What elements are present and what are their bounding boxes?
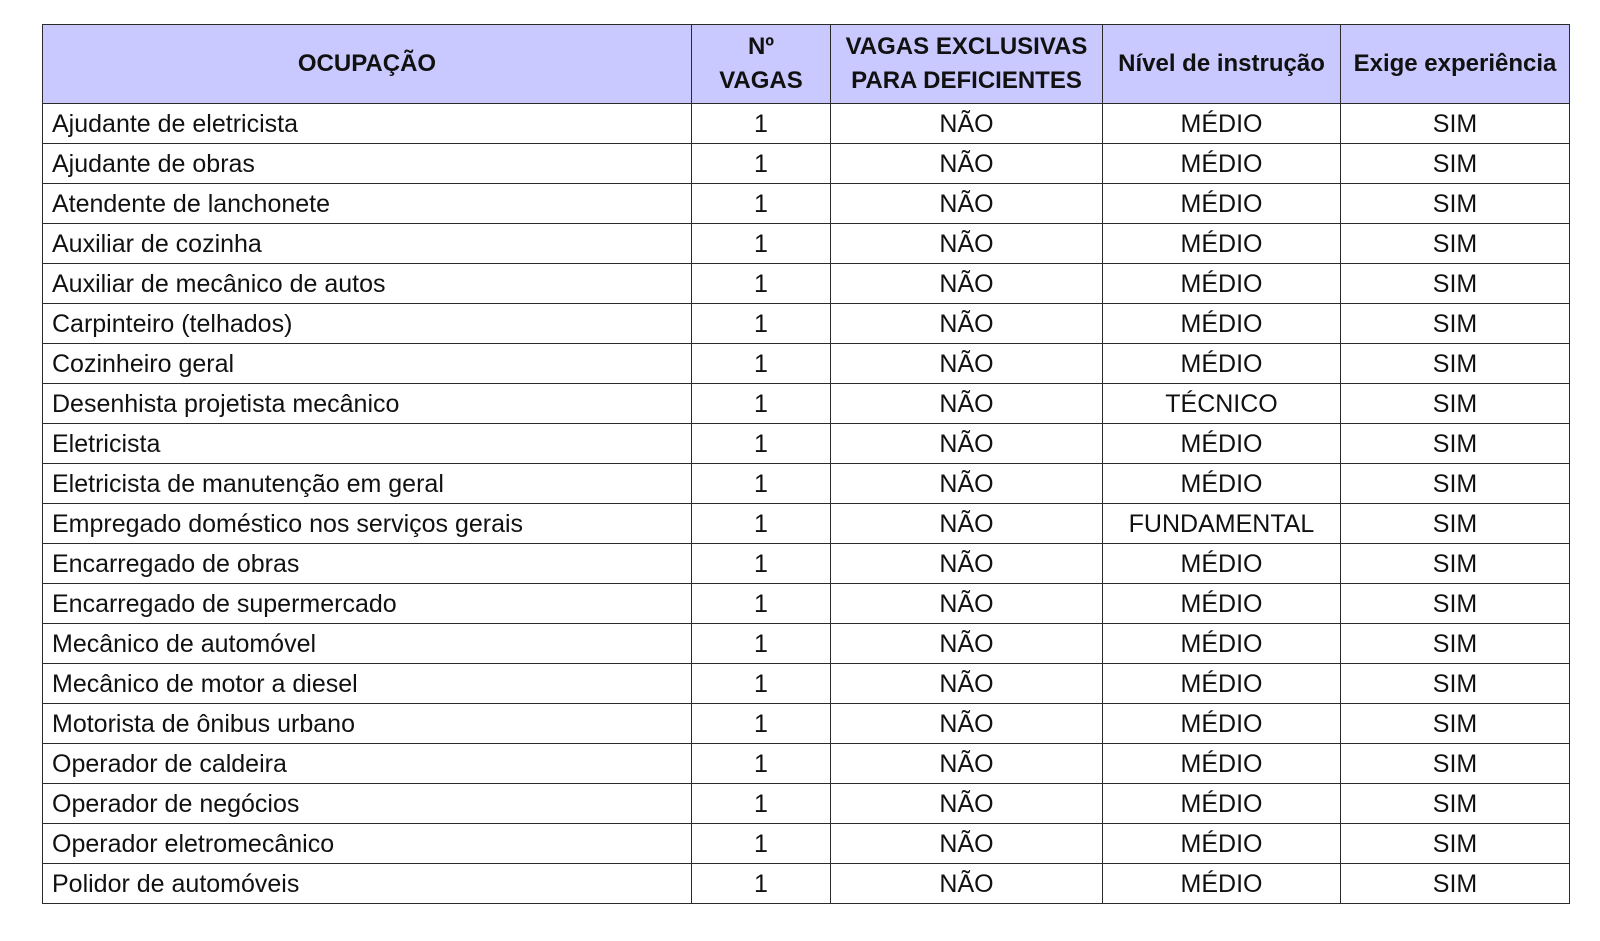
cell-exclusive-vacancies: NÃO xyxy=(831,384,1103,424)
cell-requires-experience: SIM xyxy=(1341,304,1570,344)
cell-occupation: Eletricista xyxy=(43,424,692,464)
table-row xyxy=(43,224,1570,264)
cell-vacancies: 1 xyxy=(692,624,831,664)
cell-exclusive-vacancies: NÃO xyxy=(831,504,1103,544)
cell-requires-experience: SIM xyxy=(1341,424,1570,464)
cell-education-level: MÉDIO xyxy=(1103,544,1341,584)
header-occupation: OCUPAÇÃO xyxy=(43,25,692,104)
cell-vacancies: 1 xyxy=(692,704,831,744)
cell-exclusive-vacancies: NÃO xyxy=(831,104,1103,144)
cell-occupation: Ajudante de obras xyxy=(43,144,692,184)
cell-exclusive-vacancies: NÃO xyxy=(831,344,1103,384)
cell-requires-experience: SIM xyxy=(1341,384,1570,424)
cell-occupation: Cozinheiro geral xyxy=(43,344,692,384)
cell-education-level: MÉDIO xyxy=(1103,864,1341,904)
cell-education-level: MÉDIO xyxy=(1103,824,1341,864)
cell-requires-experience: SIM xyxy=(1341,584,1570,624)
cell-exclusive-vacancies: NÃO xyxy=(831,424,1103,464)
header-education-level: Nível de instrução xyxy=(1103,25,1341,104)
table-header xyxy=(43,25,1570,104)
cell-requires-experience: SIM xyxy=(1341,184,1570,224)
cell-requires-experience: SIM xyxy=(1341,864,1570,904)
header-vacancies xyxy=(692,25,831,104)
cell-vacancies: 1 xyxy=(692,184,831,224)
job-vacancies-table xyxy=(42,24,1570,904)
cell-occupation: Mecânico de automóvel xyxy=(43,624,692,664)
cell-occupation: Eletricista de manutenção em geral xyxy=(43,464,692,504)
cell-vacancies: 1 xyxy=(692,424,831,464)
cell-exclusive-vacancies: NÃO xyxy=(831,784,1103,824)
cell-occupation: Encarregado de obras xyxy=(43,544,692,584)
cell-occupation: Operador de negócios xyxy=(43,784,692,824)
cell-exclusive-vacancies: NÃO xyxy=(831,624,1103,664)
cell-exclusive-vacancies: NÃO xyxy=(831,704,1103,744)
cell-occupation: Encarregado de supermercado xyxy=(43,584,692,624)
header-exclusive-line2: PARA DEFICIENTES xyxy=(851,67,1082,94)
cell-education-level: MÉDIO xyxy=(1103,264,1341,304)
cell-occupation: Carpinteiro (telhados) xyxy=(43,304,692,344)
cell-occupation: Auxiliar de cozinha xyxy=(43,224,692,264)
cell-vacancies: 1 xyxy=(692,304,831,344)
cell-requires-experience: SIM xyxy=(1341,344,1570,384)
cell-education-level: MÉDIO xyxy=(1103,744,1341,784)
cell-education-level: MÉDIO xyxy=(1103,424,1341,464)
table-row xyxy=(43,824,1570,864)
table-row xyxy=(43,504,1570,544)
cell-occupation: Polidor de automóveis xyxy=(43,864,692,904)
cell-occupation: Operador de caldeira xyxy=(43,744,692,784)
table-row xyxy=(43,744,1570,784)
cell-requires-experience: SIM xyxy=(1341,824,1570,864)
table-row xyxy=(43,104,1570,144)
cell-requires-experience: SIM xyxy=(1341,784,1570,824)
cell-education-level: MÉDIO xyxy=(1103,624,1341,664)
cell-education-level: TÉCNICO xyxy=(1103,384,1341,424)
cell-exclusive-vacancies: NÃO xyxy=(831,264,1103,304)
cell-requires-experience: SIM xyxy=(1341,504,1570,544)
table-row xyxy=(43,624,1570,664)
cell-education-level: MÉDIO xyxy=(1103,224,1341,264)
cell-exclusive-vacancies: NÃO xyxy=(831,744,1103,784)
cell-exclusive-vacancies: NÃO xyxy=(831,304,1103,344)
cell-exclusive-vacancies: NÃO xyxy=(831,824,1103,864)
header-requires-experience: Exige experiência xyxy=(1341,25,1570,104)
cell-vacancies: 1 xyxy=(692,224,831,264)
cell-education-level: MÉDIO xyxy=(1103,304,1341,344)
cell-vacancies: 1 xyxy=(692,664,831,704)
cell-occupation: Motorista de ônibus urbano xyxy=(43,704,692,744)
table-row xyxy=(43,304,1570,344)
cell-occupation: Atendente de lanchonete xyxy=(43,184,692,224)
cell-exclusive-vacancies: NÃO xyxy=(831,664,1103,704)
cell-education-level: MÉDIO xyxy=(1103,584,1341,624)
cell-vacancies: 1 xyxy=(692,464,831,504)
cell-vacancies: 1 xyxy=(692,864,831,904)
table-row xyxy=(43,264,1570,304)
cell-occupation: Operador eletromecânico xyxy=(43,824,692,864)
cell-education-level: MÉDIO xyxy=(1103,464,1341,504)
cell-vacancies: 1 xyxy=(692,264,831,304)
cell-exclusive-vacancies: NÃO xyxy=(831,464,1103,504)
header-vacancies-line1: Nº xyxy=(747,33,775,60)
cell-education-level: MÉDIO xyxy=(1103,784,1341,824)
cell-vacancies: 1 xyxy=(692,504,831,544)
cell-occupation: Mecânico de motor a diesel xyxy=(43,664,692,704)
cell-education-level: MÉDIO xyxy=(1103,664,1341,704)
table-body xyxy=(43,104,1570,904)
cell-vacancies: 1 xyxy=(692,784,831,824)
cell-requires-experience: SIM xyxy=(1341,544,1570,584)
cell-education-level: FUNDAMENTAL xyxy=(1103,504,1341,544)
table-row xyxy=(43,704,1570,744)
job-vacancies-table-container xyxy=(42,24,1570,904)
cell-education-level: MÉDIO xyxy=(1103,704,1341,744)
cell-exclusive-vacancies: NÃO xyxy=(831,184,1103,224)
cell-requires-experience: SIM xyxy=(1341,104,1570,144)
cell-occupation: Empregado doméstico nos serviços gerais xyxy=(43,504,692,544)
cell-exclusive-vacancies: NÃO xyxy=(831,584,1103,624)
cell-exclusive-vacancies: NÃO xyxy=(831,544,1103,584)
cell-requires-experience: SIM xyxy=(1341,224,1570,264)
cell-education-level: MÉDIO xyxy=(1103,344,1341,384)
table-row xyxy=(43,384,1570,424)
header-vacancies-line2: VAGAS xyxy=(719,67,803,94)
cell-requires-experience: SIM xyxy=(1341,464,1570,504)
table-row xyxy=(43,584,1570,624)
cell-education-level: MÉDIO xyxy=(1103,144,1341,184)
cell-vacancies: 1 xyxy=(692,824,831,864)
cell-exclusive-vacancies: NÃO xyxy=(831,224,1103,264)
table-row xyxy=(43,464,1570,504)
table-row xyxy=(43,424,1570,464)
cell-requires-experience: SIM xyxy=(1341,624,1570,664)
cell-vacancies: 1 xyxy=(692,744,831,784)
cell-vacancies: 1 xyxy=(692,384,831,424)
cell-vacancies: 1 xyxy=(692,144,831,184)
table-row xyxy=(43,144,1570,184)
cell-education-level: MÉDIO xyxy=(1103,184,1341,224)
cell-exclusive-vacancies: NÃO xyxy=(831,864,1103,904)
header-row xyxy=(43,25,1570,104)
cell-requires-experience: SIM xyxy=(1341,264,1570,304)
cell-exclusive-vacancies: NÃO xyxy=(831,144,1103,184)
cell-vacancies: 1 xyxy=(692,584,831,624)
cell-requires-experience: SIM xyxy=(1341,704,1570,744)
table-row xyxy=(43,664,1570,704)
table-row xyxy=(43,864,1570,904)
cell-requires-experience: SIM xyxy=(1341,664,1570,704)
table-row xyxy=(43,544,1570,584)
cell-occupation: Ajudante de eletricista xyxy=(43,104,692,144)
cell-vacancies: 1 xyxy=(692,544,831,584)
cell-occupation: Desenhista projetista mecânico xyxy=(43,384,692,424)
cell-vacancies: 1 xyxy=(692,104,831,144)
table-row xyxy=(43,184,1570,224)
table-row xyxy=(43,784,1570,824)
cell-education-level: MÉDIO xyxy=(1103,104,1341,144)
cell-requires-experience: SIM xyxy=(1341,744,1570,784)
cell-requires-experience: SIM xyxy=(1341,144,1570,184)
header-exclusive-vacancies xyxy=(831,25,1103,104)
cell-vacancies: 1 xyxy=(692,344,831,384)
cell-occupation: Auxiliar de mecânico de autos xyxy=(43,264,692,304)
header-exclusive-line1: VAGAS EXCLUSIVAS xyxy=(845,33,1088,60)
table-row xyxy=(43,344,1570,384)
